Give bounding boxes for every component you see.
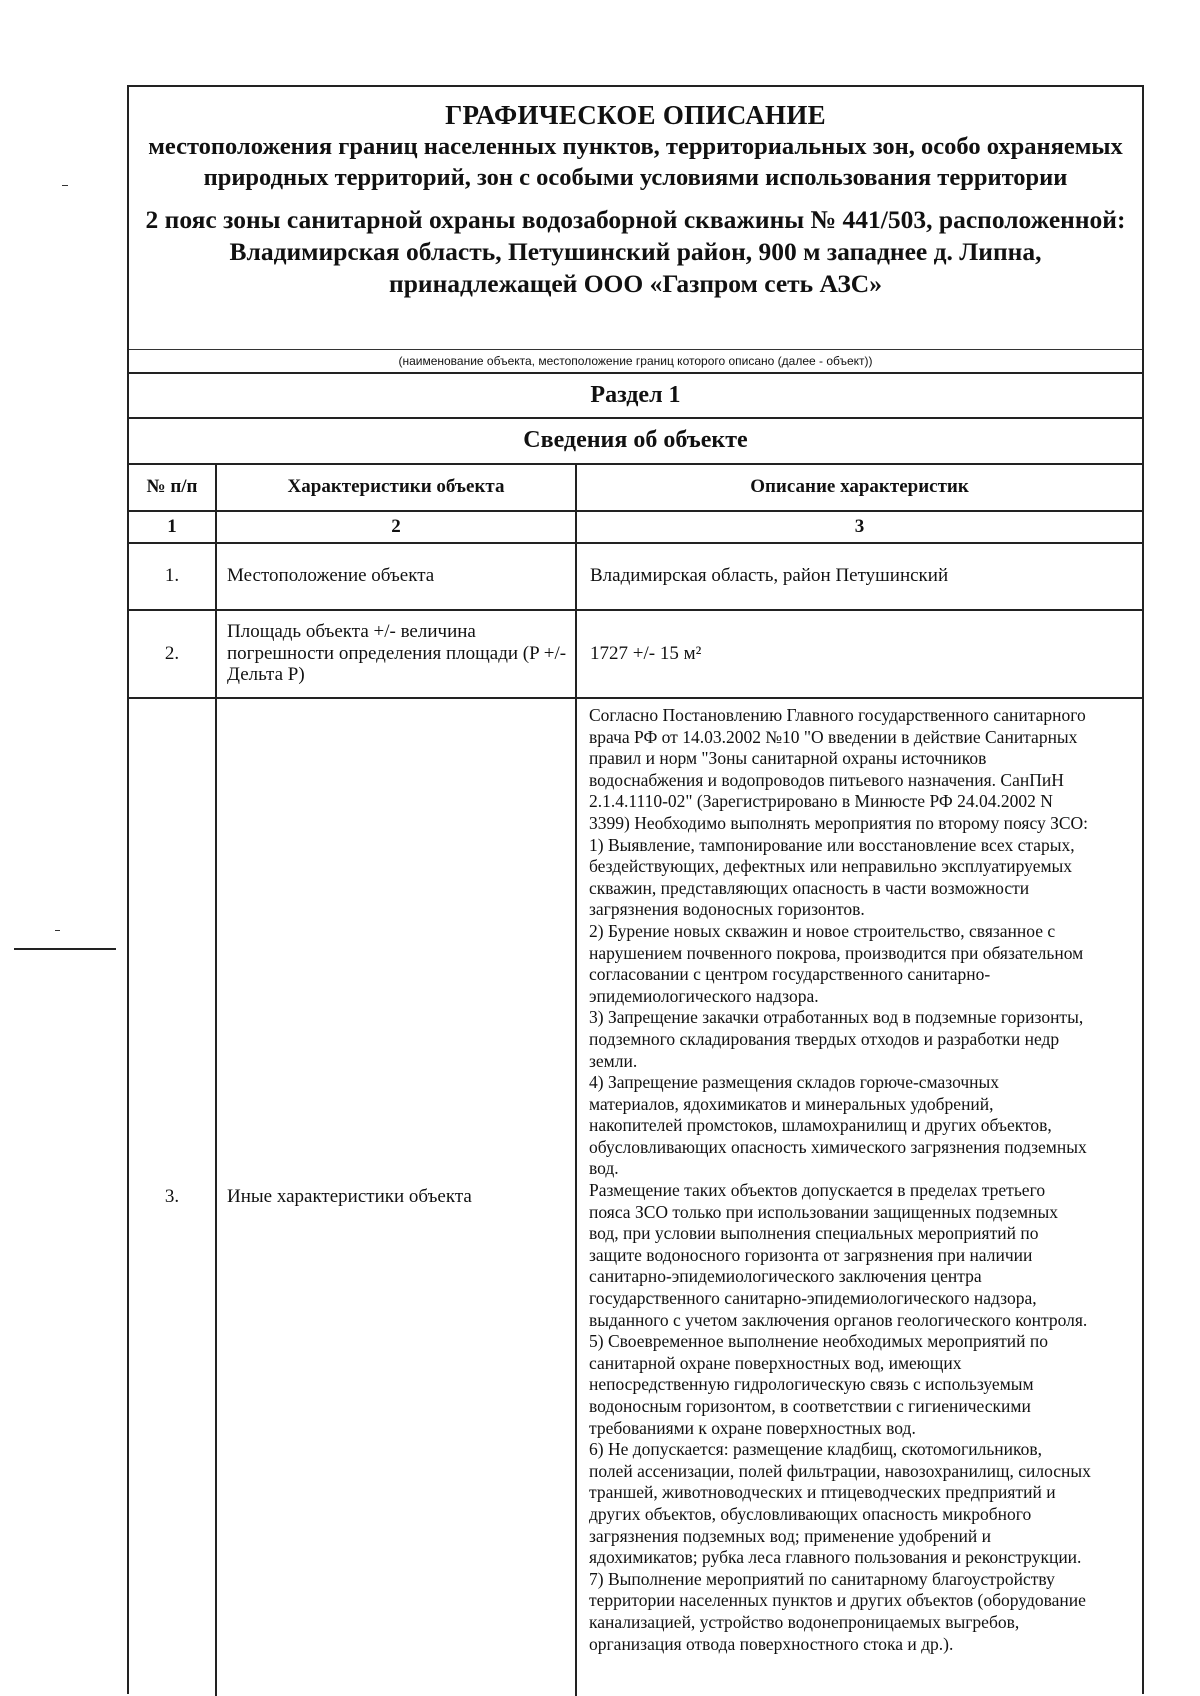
description-line: непосредственную гидрологическую связь с используемым [589, 1374, 1034, 1395]
description-line: других объектов, обусловливающих опасность микробного [589, 1503, 1032, 1524]
description-line: 5) Своевременное выполнение необходимых мероприятий по [589, 1331, 1049, 1352]
description-line: правил и норм "Зоны санитарной охраны источников [589, 748, 987, 769]
description-line: 4) Запрещение размещения складов горюче-смазочных [589, 1072, 1000, 1093]
section-title: Сведения об объекте [523, 427, 748, 453]
document-subtitle: местоположения границ населенных пунктов, территориальных зон, особо охраняемых природных территорий, зон с особыми условиями использования территории [148, 133, 1123, 191]
description-line: накопителей промстоков, шламохранилищ и других объектов, [589, 1115, 1052, 1136]
margin-mark [14, 948, 116, 950]
description-line: 2.1.4.1110-02" (Зарегистрировано в Минюсте РФ 24.04.2002 N [589, 791, 1053, 812]
section-number: Раздел 1 [590, 381, 681, 408]
description-line: нарушением почвенного покрова, производится при обязательном [589, 942, 1084, 963]
description-line: скважин, представляющих опасность в части возможности [589, 877, 1030, 898]
row-number: 3. [164, 1186, 180, 1208]
description-line: водоснабжения и водопроводов питьевого назначения. СанПиН [589, 769, 1064, 790]
description-line: санитарной охране поверхностных вод, имеющих [589, 1352, 962, 1373]
index-cell: 2 [391, 515, 401, 537]
description-line: 2) Бурение новых скважин и новое строительство, связанное с [589, 920, 1056, 941]
document-header [129, 87, 1142, 349]
description-line: подземного складирования твердых отходов и разработки недр [589, 1028, 1060, 1049]
description-line: 3) Запрещение закачки отработанных вод в подземные горизонты, [589, 1007, 1084, 1028]
description-line: требованиями к охране поверхностных вод. [589, 1417, 916, 1438]
description-line: 3399) Необходимо выполнять мероприятия по второму поясу ЗСО: [589, 812, 1089, 833]
description-line: 7) Выполнение мероприятий по санитарному благоустройству [589, 1568, 1055, 1589]
column-header-characteristic: Характеристики объекта [287, 476, 505, 497]
description-line: обусловливающих опасность химического загрязнения подземных [589, 1136, 1087, 1157]
row-description: Владимирская область, район Петушинский [590, 565, 949, 587]
row-description [577, 698, 1142, 1696]
description-line: пояса ЗСО только при использовании защищенных подземных [589, 1201, 1058, 1222]
object-name-hint: (наименование объекта, местоположение границ которого описано (далее - объект)) [129, 349, 1142, 374]
margin-mark [55, 930, 60, 931]
description-line: вод. [589, 1158, 619, 1179]
description-line: защите водоносного горизонта от загрязнения при наличии [589, 1244, 1033, 1265]
index-cell: 1 [167, 515, 177, 537]
description-line: выданного с учетом заключения органов геологического контроля. [589, 1309, 1088, 1330]
description-line: полей ассенизации, полей фильтрации, навозохранилищ, силосных [589, 1460, 1091, 1481]
row-description: 1727 +/- 15 м² [590, 642, 702, 664]
description-line: врача РФ от 14.03.2002 №10 "О введении в действие Санитарных [589, 726, 1078, 747]
description-line: территории населенных пунктов и других объектов (оборудование [589, 1590, 1086, 1611]
description-line: загрязнения подземных вод; применение удобрений и [589, 1525, 992, 1546]
description-line: материалов, ядохимикатов и минеральных удобрений, [589, 1093, 994, 1114]
description-line: 1) Выявление, тампонирование или восстановление всех старых, [589, 834, 1075, 855]
description-line: 6) Не допускается: размещение кладбищ, скотомогильников, [589, 1439, 1043, 1460]
description-line: водоносным горизонтом, в соответствии с гигиеническими [589, 1396, 1031, 1416]
description-line: вод, при условии выполнения специальных мероприятий по [589, 1223, 1039, 1244]
document-frame [127, 85, 1144, 1694]
column-header-number: № п/п [146, 476, 198, 497]
description-line: санитарно-эпидемиологического заключения центра [589, 1266, 982, 1287]
row-characteristic: Иные характеристики объекта [227, 1186, 472, 1208]
description-line: загрязнения водоносных горизонтов. [589, 899, 865, 920]
description-line: Размещение таких объектов допускается в пределах третьего [589, 1180, 1046, 1201]
object-name: 2 пояс зоны санитарной охраны водозаборной скважины № 441/503, расположенной: Владимирская область, Петушинский район, 900 м западнее д. Липна, принадлежащей ООО «Газпром сеть АЗС» [145, 205, 1126, 298]
description-line: эпидемиологического надзора. [589, 985, 819, 1006]
row-number: 1. [164, 565, 180, 587]
description-line: согласовании с центром государственного санитарно- [589, 964, 991, 985]
description-line: траншей, животноводческих и птицеводческих предприятий и [589, 1482, 1056, 1503]
description-line: организация отвода поверхностного стока и др.). [589, 1633, 954, 1654]
index-cell: 3 [854, 515, 865, 537]
row-number: 2. [164, 642, 180, 664]
row-characteristic: Местоположение объекта [227, 565, 435, 587]
description-line: бездействующих, дефектных или неправильно эксплуатируемых [589, 856, 1073, 877]
description-line: ядохимикатов; рубка леса главного пользования и реконструкции. [589, 1547, 1082, 1568]
column-header-description: Описание характеристик [750, 476, 969, 497]
description-line: государственного санитарно-эпидемиологического надзора, [589, 1288, 1037, 1309]
document-title: ГРАФИЧЕСКОЕ ОПИСАНИЕ [445, 100, 826, 130]
row-characteristic: Площадь объекта +/- величина погрешности определения площади (P +/- Дельта P) [227, 621, 567, 686]
margin-mark [62, 185, 68, 186]
description-line: земли. [589, 1050, 638, 1071]
description-line: Согласно Постановлению Главного государственного санитарного [589, 705, 1086, 725]
description-line: канализацией, устройство водонепроницаемых выгребов, [589, 1611, 1020, 1632]
